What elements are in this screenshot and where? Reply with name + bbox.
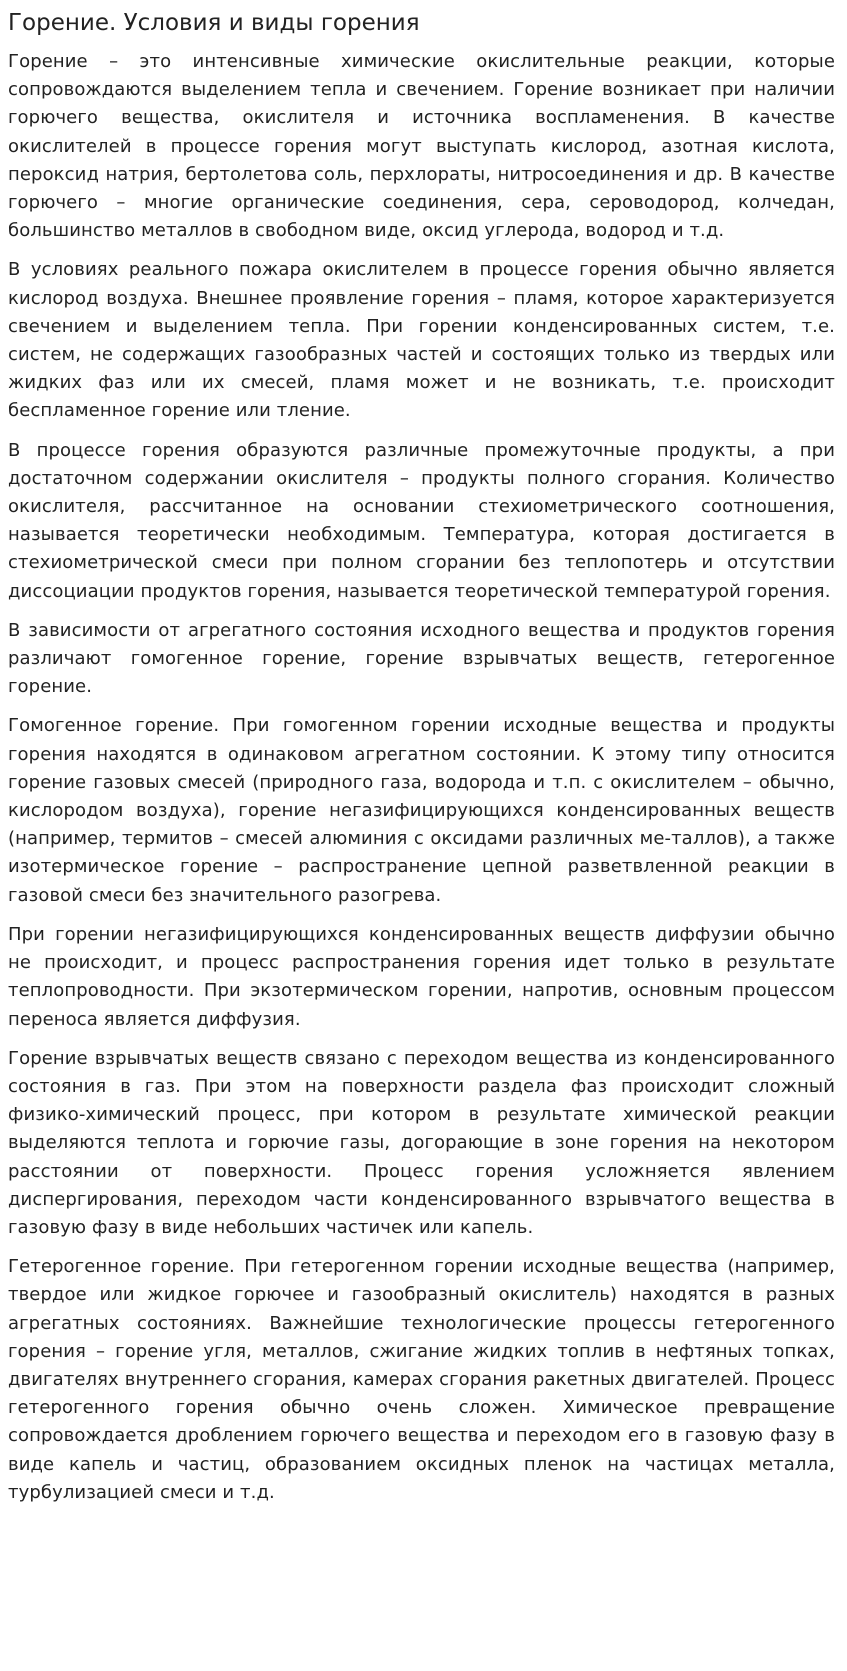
paragraph-diffusion: При горении негазифицирующихся конденсированных веществ диффузии обычно не происходит, и процесс распространения горения идет только в результате теплопроводности. При экзотермическом горении, напротив, основным процессом переноса является диффузия.: [8, 923, 835, 1030]
paragraph-products: В процессе горения образуются различные промежуточные продукты, а при достаточном содержании окислителя – продукты полного сгорания. Количество окислителя, рассчитанное на основании стехиометрического соотношения, называется теоретически необходимым. Температура, которая достигается в стехиометрической смеси при полном сгорании без теплопотерь и отсутствии диссоциации продуктов горения, называется теоретической температурой горения.: [8, 439, 835, 602]
paragraph-definition: Горение – это интенсивные химические окислительные реакции, которые сопровождаются выделением тепла и свечением. Горение возникает при наличии горючего вещества, окислителя и источника воспламенения. В качестве окислителей в процессе горения могут выступать кислород, азотная кислота, пероксид натрия, бертолетова соль, перхлораты, нитросоединения и др. В качестве горючего – многие органические соединения, сера, сероводород, колчедан, большинство металлов в свободном виде, оксид углерода, водород и т.д.: [8, 51, 835, 242]
paragraph-heterogeneous: Гетерогенное горение. При гетерогенном горении исходные вещества (например, твердое или жидкое горючее и газообразный окислитель) находятся в разных агрегатных состояниях. Важнейшие технологические процессы гетерогенного горения – горение угля, металлов, сжигание жидких топлив в нефтяных топках, двигателях внутреннего сгорания, камерах сгорания ракетных двигателей. Процесс гетерогенного горения обычно очень сложен. Химическое превращение сопровождается дроблением горючего вещества и переходом его в газовую фазу в виде капель и частиц, образованием оксидных пленок на частицах металла, турбулизацией смеси и т.д.: [8, 1256, 835, 1503]
paragraph-classification: В зависимости от агрегатного состояния исходного вещества и продуктов горения различают гомогенное горение, горение взрывчатых веществ, гетерогенное горение.: [8, 619, 835, 698]
paragraph-real-fire: В условиях реального пожара окислителем в процессе горения обычно является кислород воздуха. Внешнее проявление горения – пламя, которое характеризуется свечением и выделением тепла. При горении конденсированных систем, т.е. систем, не содержащих газообразных частей и состоящих только из твердых или жидких фаз или их смесей, пламя может и не возникать, т.е. происходит беспламенное горение или тление.: [8, 259, 835, 422]
article-title: Горение. Условия и виды горения: [8, 10, 420, 36]
paragraph-homogeneous: Гомогенное горение. При гомогенном горении исходные вещества и продукты горения находятся в одинаковом агрегатном состоянии. К этому типу относится горение газовых смесей (природного газа, водорода и т.п. с окислителем – обычно, кислородом воздуха), горение негазифицирующихся конденсированных веществ (например, термитов – смесей алюминия с оксидами различных ме-таллов), а также изотермическое горение – распространение цепной разветвленной реакции в газовой смеси без значительного разогрева.: [8, 715, 835, 906]
paragraph-explosives: Горение взрывчатых веществ связано с переходом вещества из конденсированного состояния в газ. При этом на поверхности раздела фаз происходит сложный физико-химический процесс, при котором в результате химической реакции выделяются теплота и горючие газы, догорающие в зоне горения на некотором расстоянии от поверхности. Процесс горения усложняется явлением диспергирования, переходом части конденсированного взрывчатого вещества в газовую фазу в виде небольших частичек или капель.: [8, 1047, 835, 1238]
